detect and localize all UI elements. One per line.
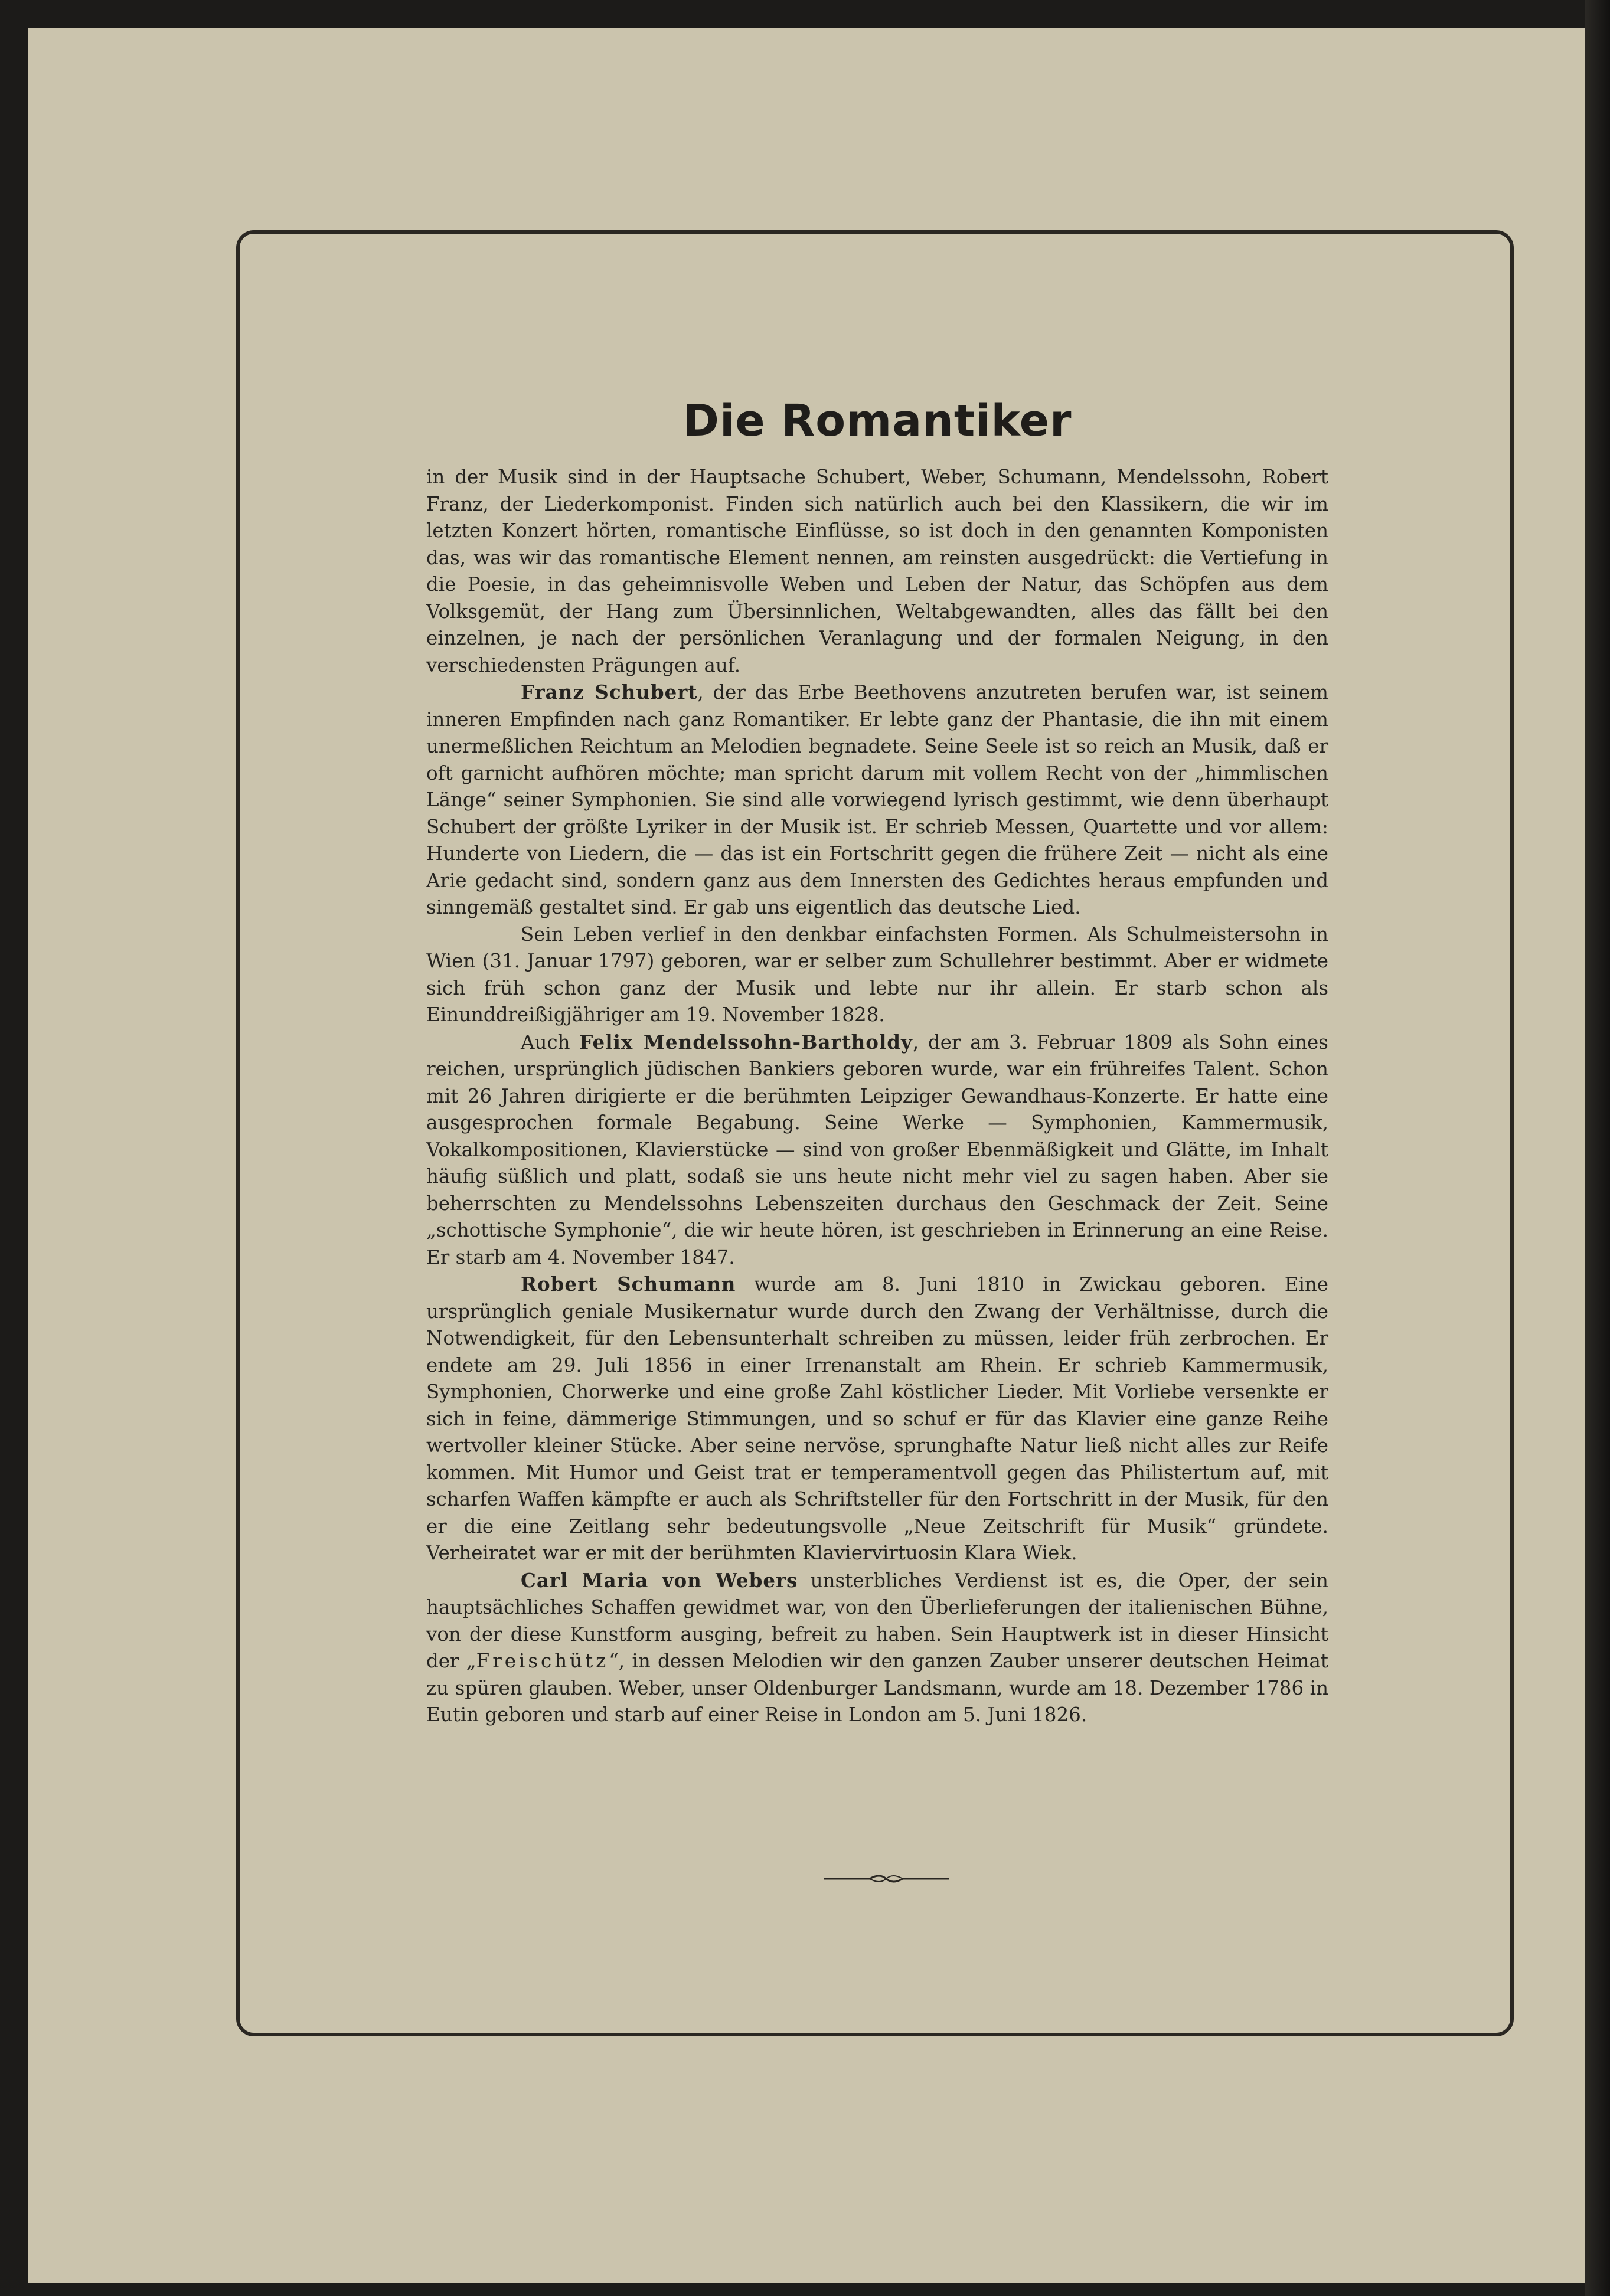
weber-text: unsterbliches Verdienst ist es, die Oper, der sein hauptsächliches Schaffen gewidmet war, von den Überlieferungen der italienischen Bühne, von der diese Kunstform ausging, befreit zu haben. Sein Hauptwerk ist in dieser Hinsicht der „ bbox=[426, 1569, 1328, 1672]
freischuetz-title: Freischütz bbox=[476, 1650, 609, 1672]
paper-page bbox=[28, 28, 1585, 2283]
mendelssohn-text: , der am 3. Februar 1809 als Sohn eines reichen, ursprünglich jüdischen Bankiers geboren wurde, war ein frühreifes Talent. Schon mit 26 Jahren dirigierte er die berühmten Leipziger Gewandhaus-Konzerte. Er hatte eine ausgesprochen formale Begabung. Seine Werke — Symphonien, Kammermusik, Vokalkompositionen, Klavierstücke — sind von großer Ebenmäßigkeit und Glätte, im Inhalt häufig süßlich und platt, sodaß sie uns heute nicht mehr viel zu sagen haben. Aber sie beherrschten zu Mendelssohns Lebenszeiten durchaus den Geschmack der Zeit. Seine „schottische Symphonie“, die wir heute hören, ist geschrieben in Erinnerung an eine Reise. Er starb am 4. November 1847. bbox=[426, 1031, 1328, 1268]
page-title: Die Romantiker bbox=[682, 395, 1072, 446]
schubert-name: Franz Schubert bbox=[521, 681, 698, 704]
schubert-life-paragraph bbox=[426, 921, 1328, 1029]
weber-text-end: “, in dessen Melodien wir den ganzen Zauber unserer deutschen Heimat zu spüren glauben. Weber, unser Oldenburger Landsmann, wurde am 18. Dezember 1786 in Eutin geboren und starb auf einer Reise in London am 5. Juni 1826. bbox=[426, 1650, 1328, 1726]
schubert-paragraph bbox=[426, 679, 1328, 921]
mendelssohn-paragraph bbox=[426, 1029, 1328, 1271]
intro-paragraph bbox=[426, 464, 1328, 679]
schumann-name: Robert Schumann bbox=[521, 1273, 736, 1296]
article bbox=[426, 395, 1328, 1729]
schubert-life-text: Sein Leben verlief in den denkbar einfachsten Formen. Als Schulmeistersohn in Wien (31. Januar 1797) geboren, war er selber zum Schullehrer bestimmt. Aber er widmete sich früh schon ganz der Musik und lebte nur ihr allein. Er starb schon als Einunddreißigjähriger am 19. November 1828. bbox=[426, 923, 1328, 1026]
schumann-text: wurde am 8. Juni 1810 in Zwickau geboren. Eine ursprünglich geniale Musikernatur wurde durch den Zwang der Verhältnisse, durch die Notwendigkeit, für den Lebensunterhalt schreiben zu müssen, leider früh zerbrochen. Er endete am 29. Juli 1856 in einer Irrenanstalt am Rhein. Er schrieb Kammermusik, Symphonien, Chorwerke und eine große Zahl köstlicher Lieder. Mit Vorliebe versenkte er sich in feine, dämmerige Stimmungen, und so schuf er für das Klavier eine ganze Reihe wertvoller kleiner Stücke. Aber seine nervöse, sprunghafte Natur ließ nicht alles zur Reife kommen. Mit Humor und Geist trat er temperamentvoll gegen das Philistertum auf, mit scharfen Waffen kämpfte er auch als Schriftsteller für den Fortschritt in der Musik, für den er die eine Zeitlang sehr bedeutungsvolle „Neue Zeitschrift für Musik“ gründete. Verheiratet war er mit der berühmten Klaviervirtuosin Klara Wiek. bbox=[426, 1273, 1329, 1564]
divider-flourish-icon bbox=[824, 1872, 949, 1886]
weber-name: Carl Maria von Webers bbox=[521, 1568, 798, 1592]
mendelssohn-name: Felix Mendelssohn-Bartholdy bbox=[579, 1030, 913, 1054]
intro-text: in der Musik sind in der Hauptsache Schubert, Weber, Schumann, Mendelssohn, Robert Franz, der Liederkomponist. Finden sich natürlich auch bei den Klassikern, die wir im letzten Konzert hörten, romantische Einflüsse, so ist doch in den genannten Komponisten das, was wir das romantische Element nennen, am reinsten ausgedrückt: die Vertiefung in die Poesie, in das geheimnisvolle Weben und Leben der Natur, das Schöpfen aus dem Volksgemüt, der Hang zum Übersinnlichen, Weltabgewandten, alles das fällt bei den einzelnen, je nach der persönlichen Veranlagung und der formalen Neigung, in den verschiedensten Prägungen auf. bbox=[426, 466, 1328, 676]
mendelssohn-pre: Auch bbox=[521, 1031, 580, 1054]
weber-paragraph bbox=[426, 1567, 1328, 1729]
page-edge bbox=[1585, 0, 1610, 2296]
schubert-text: , der das Erbe Beethovens anzutreten berufen war, ist seinem inneren Empfinden nach ganz Romantiker. Er lebte ganz der Phantasie, die ihn mit einem unermeßlichen Reichtum an Melodien begnadete. Seine Seele ist so reich an Musik, daß er oft garnicht aufhören möchte; man spricht darum mit vollem Recht von der „himmlischen Länge“ seiner Symphonien. Sie sind alle vorwiegend lyrisch gestimmt, wie denn überhaupt Schubert der größte Lyriker in der Musik ist. Er schrieb Messen, Quartette und vor allem: Hunderte von Liedern, die — das ist ein Fortschritt gegen die frühere Zeit — nicht als eine Arie gedacht sind, sondern ganz aus dem Innersten des Gedichtes heraus empfunden und sinngemäß gestaltet sind. Er gab uns eigentlich das deutsche Lied. bbox=[426, 681, 1328, 918]
schumann-paragraph bbox=[426, 1271, 1328, 1567]
